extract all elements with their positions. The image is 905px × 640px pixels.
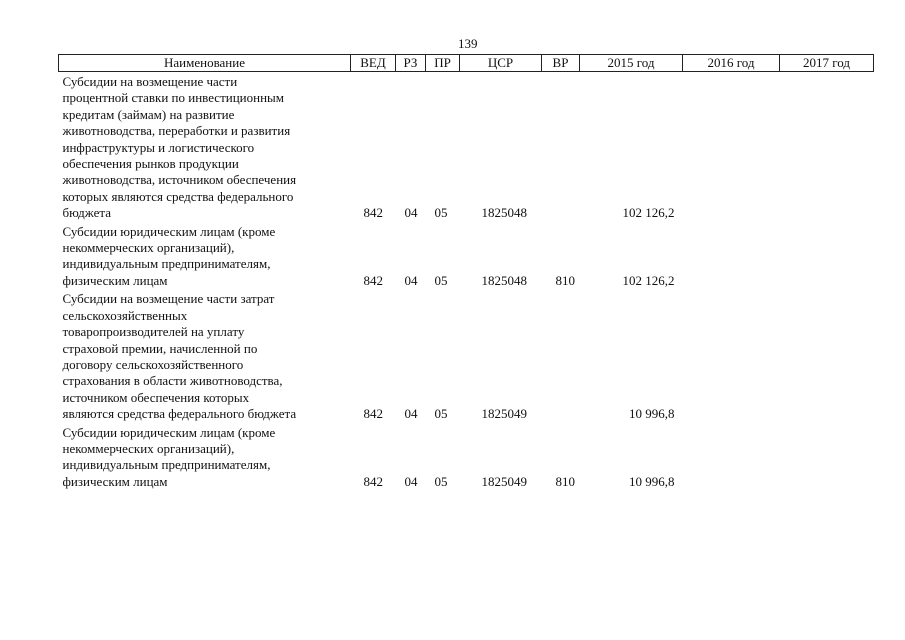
table-body — [59, 72, 874, 491]
cell-2015: 10 996,8 — [629, 406, 675, 422]
cell-name-line: страховой премии, начисленной по — [62, 340, 258, 356]
cell-name-line: некоммерческих организаций), — [62, 240, 235, 256]
cell-2016 — [683, 222, 780, 290]
cell-name-line: Субсидии на возмещение части затрат — [62, 291, 275, 307]
cell-rz: 04 — [404, 473, 418, 489]
cell-name-line: Субсидии юридическим лицам (кроме — [62, 223, 276, 239]
header-csr: ЦСР — [460, 55, 542, 72]
cell-name-line: кредитам (займам) на развитие — [62, 106, 235, 122]
table-row — [59, 423, 874, 491]
cell-name-line: инфраструктуры и логистического — [62, 139, 255, 155]
cell-ved: 842 — [363, 406, 383, 422]
cell-name-line: сельскохозяйственных — [62, 307, 188, 323]
cell-name-line: некоммерческих организаций), — [62, 440, 235, 456]
cell-csr: 1825048 — [481, 272, 527, 288]
cell-vr: 810 — [555, 473, 575, 489]
cell-vr — [542, 289, 580, 422]
cell-csr: 1825048 — [481, 205, 527, 221]
cell-ved: 842 — [363, 205, 383, 221]
cell-2017 — [780, 72, 874, 222]
table-row — [59, 72, 874, 222]
table-row — [59, 222, 874, 290]
cell-name-line: физическим лицам — [62, 473, 168, 489]
cell-name-line: являются средства федерального бюджета — [62, 406, 297, 422]
header-rz: РЗ — [396, 55, 426, 72]
cell-csr: 1825049 — [481, 406, 527, 422]
cell-name — [59, 423, 351, 491]
cell-name-line: источником обеспечения которых — [62, 389, 250, 405]
cell-name — [59, 289, 351, 422]
header-pr: ПР — [426, 55, 460, 72]
cell-vr — [542, 72, 580, 222]
cell-name-line: товаропроизводителей на уплату — [62, 324, 245, 340]
header-2017: 2017 год — [780, 55, 874, 72]
header-2015: 2015 год — [580, 55, 683, 72]
header-vr: ВР — [542, 55, 580, 72]
cell-name-line: бюджета — [62, 205, 111, 221]
cell-name-line: физическим лицам — [62, 272, 168, 288]
cell-2017 — [780, 423, 874, 491]
header-name: Наименование — [59, 55, 351, 72]
cell-name-line: страхования в области животноводства, — [62, 373, 283, 389]
cell-2016 — [683, 72, 780, 222]
cell-rz: 04 — [404, 406, 418, 422]
cell-name-line: индивидуальным предпринимателям, — [62, 256, 271, 272]
cell-name-line: Субсидии на возмещение части — [62, 74, 238, 89]
table-header-row — [59, 55, 874, 72]
cell-pr: 05 — [434, 406, 448, 422]
cell-name-line: обеспечения рынков продукции — [62, 156, 239, 172]
budget-table — [58, 54, 874, 490]
cell-name-line: Субсидии юридическим лицам (кроме — [62, 424, 276, 440]
cell-2016 — [683, 423, 780, 491]
cell-name-line: процентной ставки по инвестиционным — [62, 90, 285, 106]
header-ved: ВЕД — [351, 55, 396, 72]
cell-name-line: индивидуальным предпринимателям, — [62, 457, 271, 473]
cell-2017 — [780, 222, 874, 290]
cell-csr: 1825049 — [481, 473, 527, 489]
cell-rz: 04 — [404, 272, 418, 288]
cell-name-line: договору сельскохозяйственного — [62, 356, 244, 372]
cell-ved: 842 — [363, 272, 383, 288]
cell-2017 — [780, 289, 874, 422]
cell-2015: 102 126,2 — [622, 272, 675, 288]
cell-name-line: животноводства, источником обеспечения — [62, 172, 297, 188]
header-2016: 2016 год — [683, 55, 780, 72]
cell-rz: 04 — [404, 205, 418, 221]
cell-pr: 05 — [434, 473, 448, 489]
cell-ved: 842 — [363, 473, 383, 489]
cell-name-line: животноводства, переработки и развития — [62, 123, 291, 139]
cell-2015: 10 996,8 — [629, 473, 675, 489]
cell-pr: 05 — [434, 272, 448, 288]
table-row — [59, 289, 874, 422]
cell-vr: 810 — [555, 272, 575, 288]
cell-name-line: которых являются средства федерального — [62, 188, 294, 204]
cell-2015: 102 126,2 — [622, 205, 675, 221]
page-number: 139 — [458, 36, 478, 51]
cell-2016 — [683, 289, 780, 422]
cell-name — [59, 222, 351, 290]
cell-name — [59, 72, 351, 222]
cell-pr: 05 — [434, 205, 448, 221]
